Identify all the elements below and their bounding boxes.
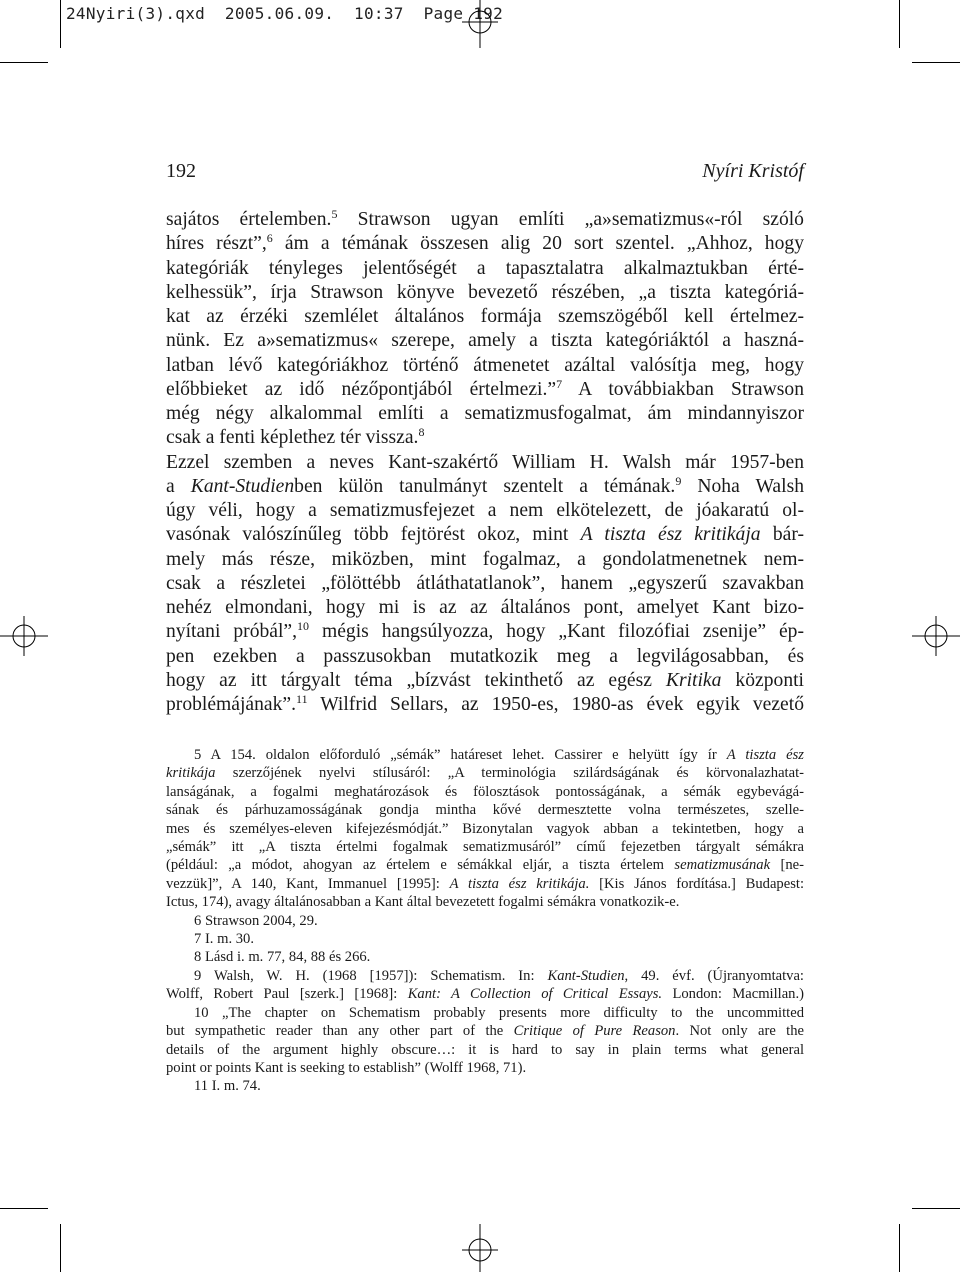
footnote-8: 8 Lásd i. m. 77, 84, 88 és 266. [194, 949, 371, 966]
footnote-9: 9 Walsh, W. H. (1968 [1957]): Schematism. In: Kant-Studien, 49. évf. (Újranyomtatva: [194, 967, 804, 984]
text-line: hogy az itt tárgyalt téma „bízvást tekinthető az egész Kritika központi [166, 669, 805, 691]
crop-mark-top-left-h [0, 62, 48, 63]
registration-mark-top-icon [456, 0, 504, 48]
footnote-7: 7 I. m. 30. [194, 931, 254, 948]
text-line: csak a fenti képlethez tér vissza.$^8$ [166, 425, 425, 449]
footnote-line: Ictus, 174), avagy általánosabban a Kant által bevezetett fogalmi sémákra vonatkozik-e. [166, 894, 680, 911]
crop-mark-bottom-left-h [0, 1208, 48, 1209]
crop-mark-top-left [60, 0, 61, 48]
footnote-line: lanságának, a fogalmi meghatározások és fölosztások pontosságának, a sémák egybevágá- [166, 783, 804, 800]
crop-mark-bottom-left [60, 1224, 61, 1272]
footnote-11: 11 I. m. 74. [194, 1078, 261, 1095]
footnote-line: (például: „a módot, ahogyan az értelem e sémákkal eljár, a tiszta értelem sematizmusának [ne- [166, 857, 804, 874]
page-number: 192 [166, 160, 196, 182]
footnote-line: but sympathetic reader than any other part of the Critique of Pure Reason. Not only are the [166, 1023, 804, 1040]
registration-mark-bottom-icon [456, 1224, 504, 1272]
text-line: előbbieket az idő nézőpontjából értelmezi.”$^7$ A továbbiakban Strawson [166, 376, 804, 400]
text-line: mely más része, miközben, mint fogalmaz, a gondolatmenetnek nem- [166, 548, 804, 570]
text-line: latban lévő kategóriákhoz történő átmenetet azáltal valósítja meg, hogy [166, 354, 804, 376]
footnote-ref: 11 [296, 692, 308, 706]
text-line: kelhessük”, írja Strawson könyve bevezető részében, „a tiszta kategóriá- [166, 281, 804, 303]
text-line: nünk. Ez a»sematizmus« szerepe, amely a tiszta kategóriáktól a haszná- [166, 330, 804, 352]
text-line: kat az érzéki szemlélet általános formája szemszögéből kell értelmez- [166, 306, 804, 327]
footnote-line: kritikája szerzőjének nyelvi stílusáról: „A terminológia szilárdságának és körvonalazhatat- [166, 765, 804, 782]
footnote-ref: 9 [675, 473, 682, 488]
text-line: még négy alkalommal említi a sematizmusfogalmat, ám mindannyiszor [166, 403, 804, 424]
footnote-ref: 5 [331, 207, 338, 221]
footnote-ref: 10 [297, 619, 310, 634]
footnotes [166, 746, 804, 1096]
footnote-line: vezzük]”, A 140, Kant, Immanuel [1995]: A tiszta ész kritikája. [Kis János fordítása.] Budapest: [166, 875, 804, 892]
text-line: vasónak valószínűleg több fejtörést okoz, mint A tiszta ész kritikája bár- [166, 524, 804, 546]
text-line: csak a részletei „fölöttébb átláthatatlanok”, hanem „egyszerű szavakban [166, 572, 804, 594]
text-line: nyítani próbál”,$^{10}$ mégis hangsúlyozza, hogy „Kant filozófiai zsenije” ép- [166, 619, 804, 643]
footnote-line: mes és személyes-eleven kifejezésmódját.” Bizonytalan vagyok abban a tekintetben, hogy a [166, 820, 804, 837]
main-text [166, 208, 804, 717]
text-line: nehéz elmondani, hogy mi is az az általános pont, amelyet Kant bizo- [166, 597, 804, 618]
text-line: kategóriák tényleges jelentőségét a tapasztalatra alkalmaztukban érté- [166, 257, 804, 279]
footnote-line: point or points Kant is seeking to establish” (Wolff 1968, 71). [166, 1059, 527, 1076]
registration-mark-right-icon [912, 612, 960, 660]
footnote-line: „sémák” itt „A tiszta értelmi fogalmak sematizmusáról” című fejezetben tárgyalt sémákra [166, 839, 804, 856]
file-slug: 24Nyiri(3).qxd 2005.06.09. 10:37 Page 192 [66, 4, 504, 23]
text-line: problémájának”.$^{11}$ Wilfrid Sellars, az 1950-es, 1980-as évek egyik vezető [166, 692, 804, 715]
crop-mark-top-right-h [912, 62, 960, 63]
text-line: pen ezekben a passzusokban mutatkozik meg a legvilágosabban, és [166, 645, 804, 667]
footnote-ref: 8 [418, 425, 425, 440]
text-line: híres részt”,$^6$ ám a témának összesen alig 20 sort szentel. „Ahhoz, hogy [166, 231, 804, 255]
footnote-line: sának és párhuzamosságának gondja mintha kővé dermesztette volna természetes, szelle- [166, 802, 804, 819]
text-line: úgy véli, hogy a sematizmusfejezet a nem elkötelezett, de jóakaratú ol- [166, 500, 804, 521]
crop-mark-top-right [899, 0, 900, 48]
crop-mark-bottom-right [899, 1224, 900, 1272]
footnote-6: 6 Strawson 2004, 29. [194, 912, 318, 929]
text-line: a Kant-Studienben külön tanulmányt szentelt a témának.$^9$ Noha Walsh [166, 473, 804, 497]
footnote-ref: 6 [266, 231, 273, 246]
footnote-line: details of the argument highly obscure…: it is hard to say in plain terms what general [166, 1041, 804, 1058]
text-line: Ezzel szemben a neves Kant-szakértő William H. Walsh már 1957-ben [166, 451, 804, 473]
text-line: sajátos értelemben.$^5$ Strawson ugyan említi „a»sematizmus«-ról szóló [166, 207, 804, 230]
footnote-10: 10 „The chapter on Schematism probably presents more difficulty to the uncommitted [194, 1004, 804, 1021]
crop-mark-bottom-right-h [912, 1208, 960, 1209]
footnote-5: 5 A 154. oldalon előforduló „sémák” határeset lehet. Cassirer e helyütt így ír A tiszta ész [194, 747, 804, 763]
registration-mark-left-icon [0, 612, 48, 660]
running-author: Nyíri Kristóf [702, 160, 804, 182]
footnote-line: Wolff, Robert Paul [szerk.] [1968]: Kant: A Collection of Critical Essays. London: Macmillan.) [166, 986, 804, 1003]
footnote-ref: 7 [556, 376, 563, 391]
